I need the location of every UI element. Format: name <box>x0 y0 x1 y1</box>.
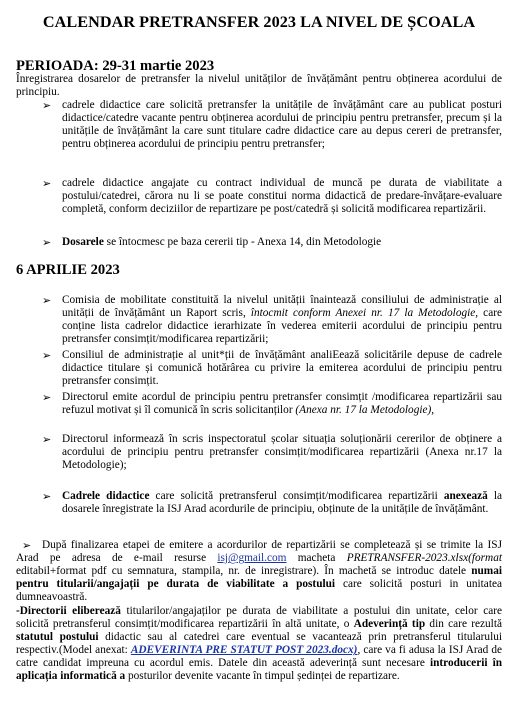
final-paragraph-2: -Directorii eliberează titularilor/angajaților pe durata de viabilitate a postului din unitate, celor care solicită pretransferul consimțit/modificarea repartizării în altă unitate, o Adeverință tip din care rezultă statutul postului didactic sau al catedrei care eventual se vacantează prin pretransferul titularului respectiv.(Model anexat: ADEVERINTA PRE STATUT POST 2023.docx), care va fi adusa la ISJ Arad de catre candidat impreuna cu acordul emis. Datele din această adeverință sunt necesare introducerii în aplicația informatică a posturilor devenite vacante în timpul ședinței de repartizare. <box>16 605 503 683</box>
arrow-bullet-icon: ➢ <box>42 434 52 446</box>
period2-bullet-5: Cadrele didactice care solicită pretransferul consimțit/modificarea repartizării anexează la dosarele înregistrate la ISJ Arad acordurile de principiu, obținute de la unitățile de învățământ. <box>62 490 503 516</box>
model-attachment-link[interactable]: ADEVERINTA PRE STATUT POST 2023.docx) <box>130 644 358 657</box>
period2-bullet-3: Directorul emite acordul de principiu pentru pretransfer consimțit /modificarea repartizării sau refuzul motivat și îl comunică în scris solicitanților (Anexa nr. 17 la Metodologie), <box>62 391 502 417</box>
period1-intro: Înregistrarea dosarelor de pretransfer la nivelul unităților de învățământ pentru obținerea acordului de principiu. <box>16 73 502 99</box>
arrow-bullet-icon: ➢ <box>42 392 52 404</box>
period1-bullet-1: cadrele didactice care solicită pretransfer la unitățile de învățământ care au publicat posturi didactice/catedre vacante pentru obținerea acordului de principiu pentru pretransfer, precum și la unitățile de învățământ la care sunt titulare cadre didactice care au depus cereri de pretransfer, pentru obținerea acordului de principiu pentru pretransfer; <box>62 99 502 151</box>
email-link[interactable]: isj@gmail.com <box>217 552 287 565</box>
period2-bullet-4: Directorul informează în scris inspectoratul școlar situația soluționării cererilor de obținere a acordului de principiu pentru pretransfer consimțit/modificarea repartizării (Anexa nr.17 la Metodologie); <box>62 433 502 472</box>
arrow-bullet-icon: ➢ <box>42 350 52 362</box>
arrow-bullet-icon: ➢ <box>42 178 52 190</box>
period1-bullet-3: Dosarele se întocmesc pe baza cererii tip - Anexa 14, din Metodologie <box>62 236 382 248</box>
final-paragraph-1: După finalizarea etapei de emitere a acordurilor de repartizării se completează și se trimite la ISJ Arad pe adresa de e-mail resurse isj@gmail.com macheta PRETRANSFER-2023.xlsx(format editabil+format pdf cu semnatura, stampila, nr. de inregistrare). În machetă se introduc datele numai pentru titularii/angajații pe durata de viabilitate a postului care solicită posturi in unitatea dumneavoastră. <box>16 539 502 604</box>
period2-heading: 6 APRILIE 2023 <box>16 262 120 278</box>
period1-bullet-2: cadrele didactice angajate cu contract individual de muncă pe durata de viabilitate a postului/catedrei, cărora nu li se poate constitui norma didactică de predare-învățare-evaluare completă, conform deciziilor de repartizare pe post/catedră și solicită modificarea repartizării. <box>62 177 502 216</box>
arrow-bullet-icon: ➢ <box>22 540 32 552</box>
period2-bullet-1: Comisia de mobilitate constituită la nivelul unității înaintează consiliului de administrație al unității de învățământ un Raport scris, întocmit conform Anexei nr. 17 la Metodologie, care conține lista cadrelor didactice ierarhizate în vederea emiterii acordului de principiu pentru pretransfer consimțit/modificarea repartizării; <box>62 294 502 346</box>
period2-bullet-2: Consiliul de administrație al unit*ții de învățământ analiEează solicitările depuse de cadrele didactice titulare și comunică hotărârea cu privire la emiterea acordului de principiu pentru pretransfer consimțit. <box>62 349 502 388</box>
arrow-bullet-icon: ➢ <box>42 100 52 112</box>
document-title: CALENDAR PRETRANSFER 2023 LA NIVEL DE ȘCOALA <box>42 13 476 31</box>
arrow-bullet-icon: ➢ <box>42 237 52 249</box>
period1-heading: PERIOADA: 29-31 martie 2023 <box>16 58 215 74</box>
arrow-bullet-icon: ➢ <box>42 491 52 503</box>
arrow-bullet-icon: ➢ <box>42 295 52 307</box>
